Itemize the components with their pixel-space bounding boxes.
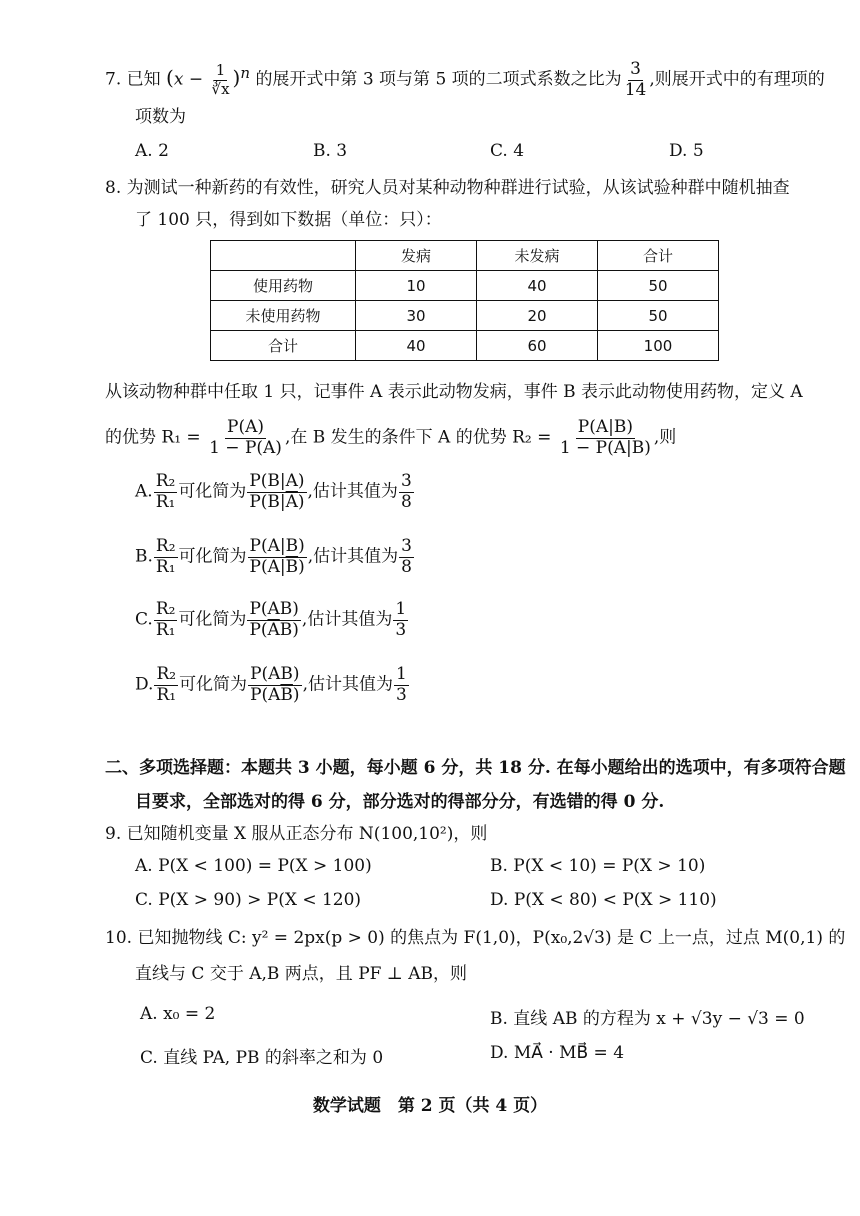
q9-option-a: A. P(X < 100) = P(X > 100) bbox=[135, 856, 372, 876]
table-row bbox=[211, 301, 719, 331]
table-header-cell: 合计 bbox=[598, 241, 719, 271]
table-cell: 未使用药物 bbox=[211, 301, 356, 331]
r-ratio: $\frac{\text{R₂}}{\text{R₁}}$ bbox=[155, 471, 176, 512]
q7-line2: 项数为 bbox=[135, 107, 186, 127]
simplified-fraction: $\frac{P(A|B)}{P(A|\overline{B})}$ bbox=[249, 536, 305, 577]
r2-fraction: $\frac{P(A|B)}{1 - P(A|B)}$ bbox=[559, 417, 651, 458]
q10-option-a: A. x₀ = 2 bbox=[140, 1004, 216, 1024]
estimate-fraction: $\frac{1}{3}$ bbox=[395, 664, 407, 705]
table-row bbox=[211, 271, 719, 301]
r-ratio: $\frac{\text{R₂}}{\text{R₁}}$ bbox=[155, 599, 176, 640]
q7-text-a: 已知 bbox=[126, 69, 161, 90]
simplified-fraction: $\frac{P(B|A)}{P(B|\overline{A})}$ bbox=[249, 471, 305, 512]
q7-ratio: $\frac{3}{14}$ bbox=[624, 59, 647, 100]
q8-option-c: C. $\frac{\text{R₂}}{\text{R₁}}$ 可化简为 $\frac{P(AB)}{P(\overline{A}B)}$ ,估计其值为 $\frac{1}{3}$ bbox=[135, 599, 407, 640]
table-header-cell: 未发病 bbox=[477, 241, 598, 271]
table-cell: 40 bbox=[477, 271, 598, 301]
table-cell bbox=[211, 241, 356, 271]
simplified-fraction: $\frac{P(AB)}{P(\overline{A}B)}$ bbox=[249, 599, 299, 640]
q8-option-b: B. $\frac{\text{R₂}}{\text{R₁}}$ 可化简为 $\frac{P(A|B)}{P(A|\overline{B})}$ ,估计其值为 $\frac{3}{8}$ bbox=[135, 536, 412, 577]
q7-option-b: B. 3 bbox=[313, 141, 348, 161]
q7-reciprocal-root: $\frac{1}{∛x}$ bbox=[211, 61, 230, 98]
r-ratio: $\frac{\text{R₂}}{\text{R₁}}$ bbox=[156, 664, 177, 705]
q9-option-c: C. P(X > 90) > P(X < 120) bbox=[135, 890, 362, 910]
section2-heading-cont: 目要求，全部选对的得 6 分，部分选对的得部分分，有选错的得 0 分. bbox=[135, 792, 665, 812]
q10-option-d: D. MA⃗ · MB⃗ = 4 bbox=[490, 1043, 625, 1063]
q9-option-b: B. P(X < 10) = P(X > 10) bbox=[490, 856, 706, 876]
table-cell: 50 bbox=[598, 301, 719, 331]
estimate-fraction: $\frac{3}{8}$ bbox=[401, 536, 412, 577]
table-cell: 使用药物 bbox=[211, 271, 356, 301]
q8-option-a: A. $\frac{\text{R₂}}{\text{R₁}}$ 可化简为 $\frac{P(B|A)}{P(B|\overline{A})}$ ,估计其值为 $\frac{3}{8}$ bbox=[135, 471, 412, 512]
q9-stem: 9. 已知随机变量 X 服从正态分布 N(100,10²)，则 bbox=[105, 824, 488, 844]
q9-option-d: D. P(X < 80) < P(X > 110) bbox=[490, 890, 717, 910]
table-cell: 100 bbox=[598, 331, 719, 361]
q7-option-c: C. 4 bbox=[490, 141, 525, 161]
r1-fraction: $\frac{P(A)}{1 - P(A)}$ bbox=[209, 417, 282, 458]
q8-data-table bbox=[210, 240, 719, 361]
q7-text-b: 的展开式中第 3 项与第 5 项的二项式系数之比为 bbox=[255, 69, 622, 90]
r-ratio: $\frac{\text{R₂}}{\text{R₁}}$ bbox=[155, 536, 176, 577]
q8-line3: 从该动物种群中任取 1 只，记事件 A 表示此动物发病，事件 B 表示此动物使用药物，定义 A bbox=[105, 382, 803, 402]
q7-number: 7. bbox=[105, 69, 122, 90]
q7-option-d: D. 5 bbox=[669, 141, 704, 161]
table-header-row bbox=[211, 241, 719, 271]
table-cell: 合计 bbox=[211, 331, 356, 361]
estimate-fraction: $\frac{1}{3}$ bbox=[395, 599, 407, 640]
q10-option-c: C. 直线 PA, PB 的斜率之和为 0 bbox=[140, 1048, 384, 1068]
q8-line4: 的优势 R₁ = $\frac{P(A)}{1 - P(A)}$ ,在 B 发生的条件下 A 的优势 R₂ = $\frac{P(A|B)}{1 - P(A|B)}$ ,则 bbox=[105, 417, 677, 458]
table-cell: 50 bbox=[598, 271, 719, 301]
q10-option-b: B. 直线 AB 的方程为 x + √3y − √3 = 0 bbox=[490, 1009, 805, 1029]
section2-heading: 二、多项选择题：本题共 3 小题，每小题 6 分，共 18 分. 在每小题给出的选项中，有多项符合题 bbox=[105, 758, 846, 778]
q10-line2: 直线与 C 交于 A,B 两点，且 PF ⊥ AB，则 bbox=[135, 964, 467, 984]
q10-line1: 10. 已知抛物线 C: y² = 2px(p > 0) 的焦点为 F(1,0)，P(x₀,2√3) 是 C 上一点，过点 M(0,1) 的 bbox=[105, 928, 846, 948]
estimate-fraction: $\frac{3}{8}$ bbox=[400, 471, 412, 512]
table-cell: 40 bbox=[356, 331, 477, 361]
table-header-cell: 发病 bbox=[356, 241, 477, 271]
simplified-fraction: $\frac{P(AB)}{P(A\overline{B})}$ bbox=[250, 664, 300, 705]
q8-line2: 了 100 只，得到如下数据（单位：只）： bbox=[135, 210, 442, 230]
q7-line1: 7. 已知 (x − $\frac{1}{∛x}$ )$^n$ 的展开式中第 3 项与第 5 项的二项式系数之比为 $\frac{3}{14}$ ,则展开式中的有理项的 bbox=[105, 59, 825, 100]
q8-option-d: D. $\frac{\text{R₂}}{\text{R₁}}$ 可化简为 $\frac{P(AB)}{P(A\overline{B})}$ ,估计其值为 $\frac{1}{3}$ bbox=[135, 664, 407, 705]
table-cell: 30 bbox=[356, 301, 477, 331]
table-cell: 20 bbox=[477, 301, 598, 331]
table-row bbox=[211, 331, 719, 361]
table-cell: 60 bbox=[477, 331, 598, 361]
q8-line1: 8. 为测试一种新药的有效性，研究人员对某种动物种群进行试验，从该试验种群中随机抽查 bbox=[105, 178, 790, 198]
q7-option-a: A. 2 bbox=[135, 141, 169, 161]
q7-binomial-expression: ( bbox=[166, 65, 174, 90]
page-footer: 数学试题 第 2 页（共 4 页） bbox=[312, 1096, 548, 1116]
q7-text-c: ,则展开式中的有理项的 bbox=[649, 69, 825, 90]
table-cell: 10 bbox=[356, 271, 477, 301]
